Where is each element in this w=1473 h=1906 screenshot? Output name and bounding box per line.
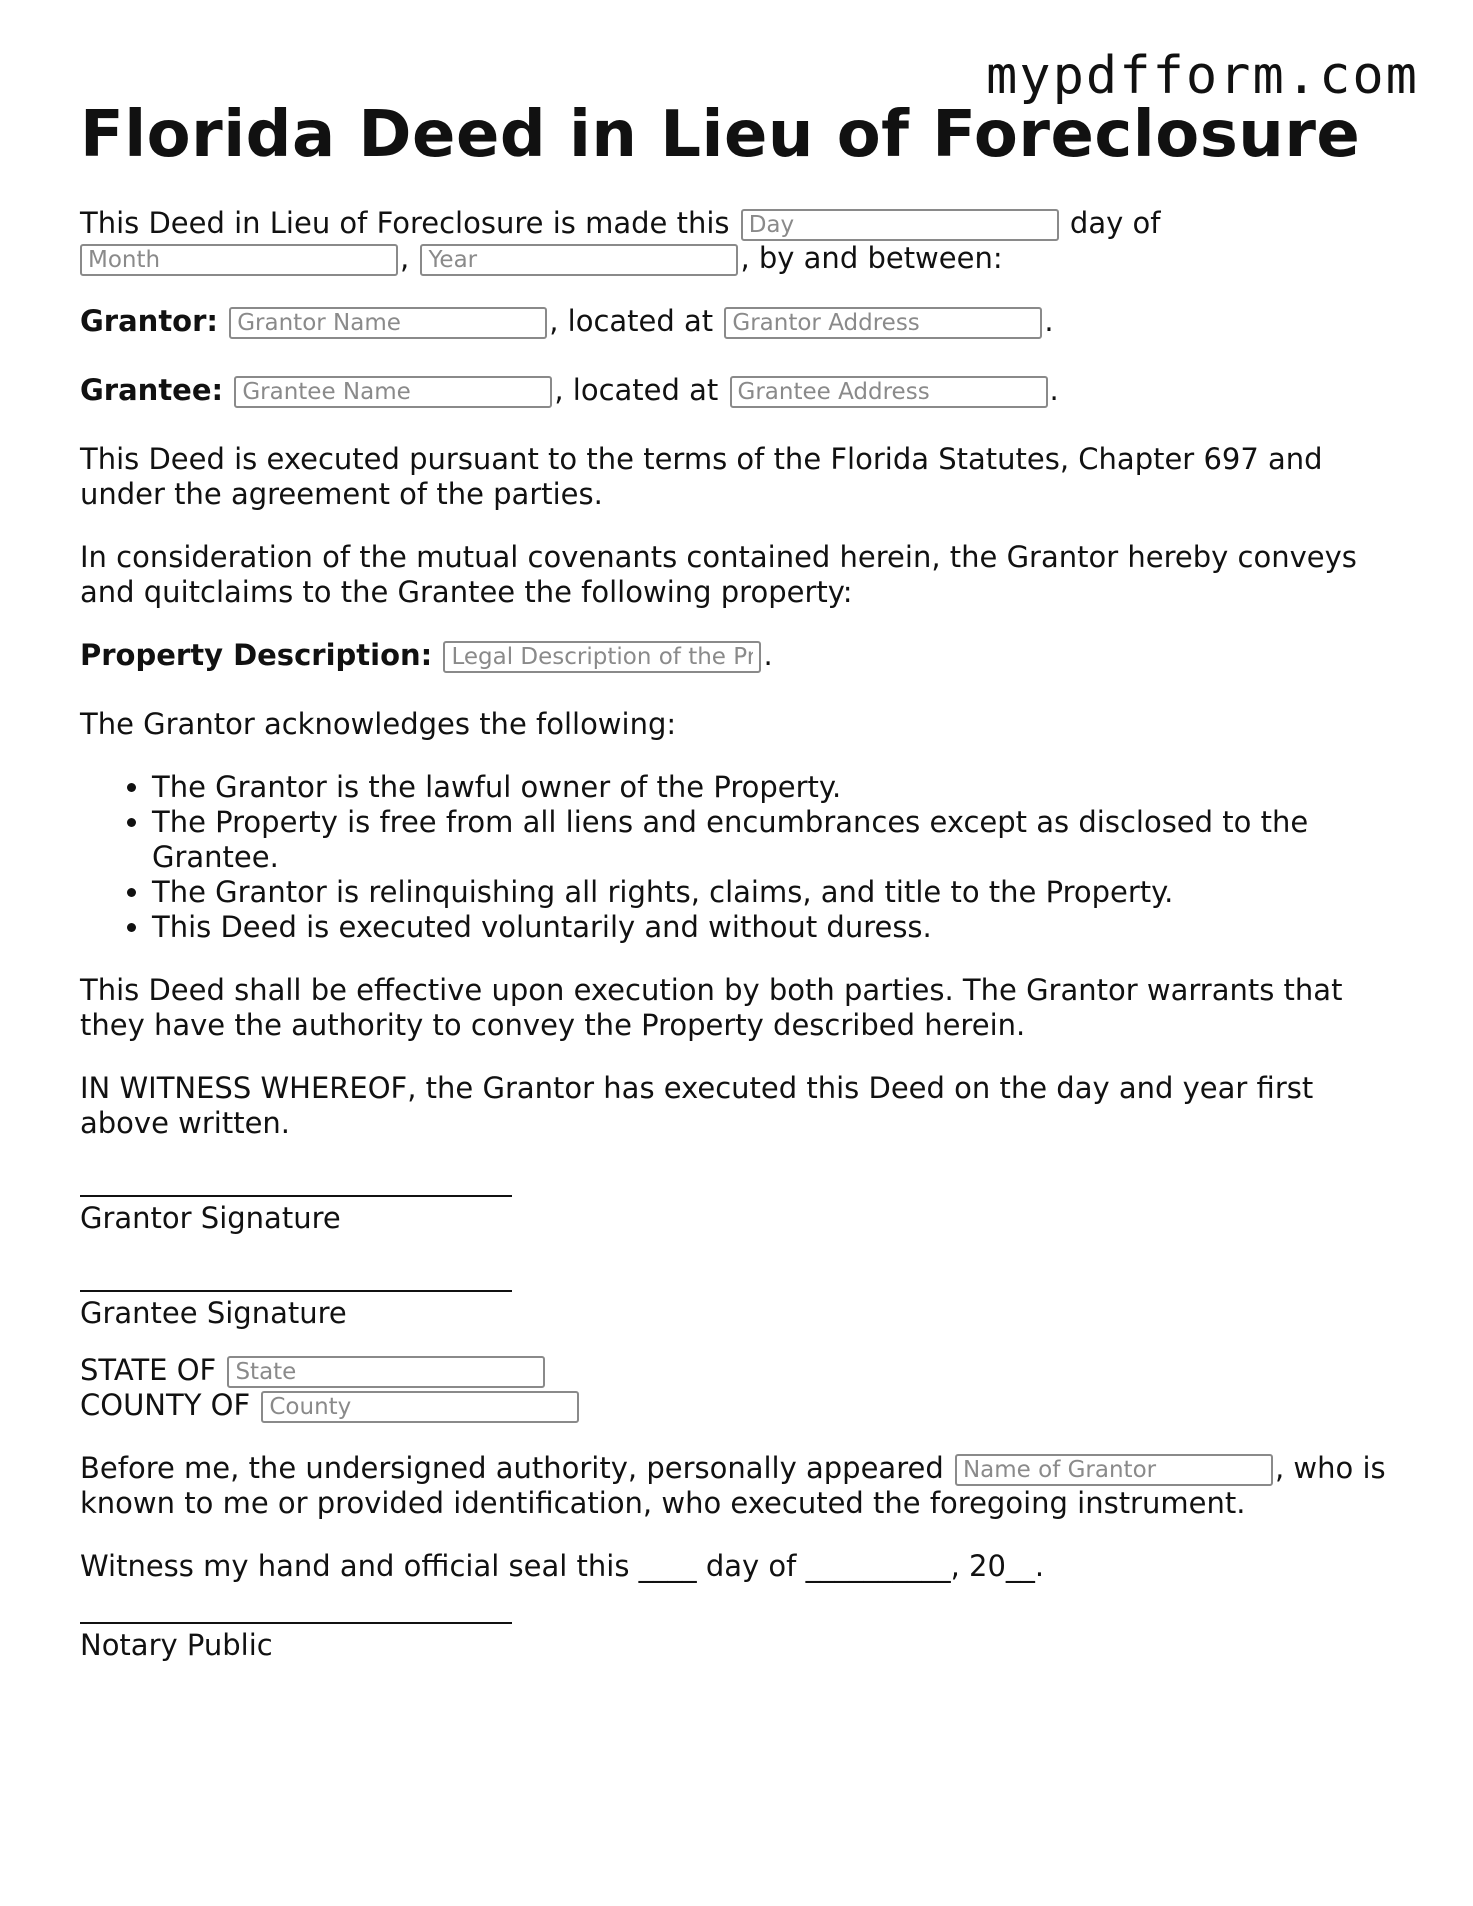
property-line — [80, 638, 1390, 673]
appearance-paragraph — [80, 1451, 1390, 1521]
grantee-located-text: , located at — [554, 373, 719, 407]
comma-text: , — [400, 241, 410, 275]
intro-paragraph — [80, 206, 1390, 276]
grantee-line — [80, 373, 1390, 408]
signature-line[interactable] — [80, 1612, 512, 1624]
document-body — [80, 206, 1390, 1663]
county-line — [80, 1388, 1390, 1423]
grantor-end: . — [1044, 304, 1054, 338]
grantor-signature-label: Grantor Signature — [80, 1201, 341, 1235]
signature-line[interactable] — [80, 1280, 512, 1292]
grantor-line — [80, 304, 1390, 339]
acknowledgement-intro: The Grantor acknowledges the following: — [80, 707, 677, 741]
intro-text-2: day of — [1069, 206, 1161, 240]
grantee-label: Grantee: — [80, 373, 224, 407]
notary-signature-label: Notary Public — [80, 1628, 273, 1662]
grantor-signature-block — [80, 1185, 1390, 1236]
grantee-signature-label: Grantee Signature — [80, 1296, 347, 1330]
acknowledgement-list — [80, 770, 1390, 945]
grantee-address-input[interactable] — [730, 376, 1048, 408]
year-input[interactable] — [420, 244, 738, 276]
notary-venue — [80, 1353, 1390, 1423]
document-title: Florida Deed in Lieu of Foreclosure — [80, 98, 1361, 172]
grantee-signature-block — [80, 1280, 1390, 1331]
day-input[interactable] — [741, 209, 1059, 241]
appearance-text-1: Before me, the undersigned authority, personally appeared — [80, 1451, 944, 1485]
grantee-end: . — [1049, 373, 1059, 407]
grantor-name-notary-input[interactable] — [955, 1454, 1273, 1486]
notary-signature-block — [80, 1612, 1390, 1663]
list-item: • This Deed is executed voluntarily and without duress. — [152, 910, 1390, 945]
effective-paragraph: This Deed shall be effective upon execution by both parties. The Grantor warrants that they have the authority to convey the Property described herein. — [80, 973, 1343, 1042]
grantor-name-input[interactable] — [229, 307, 547, 339]
list-item: • The Grantor is relinquishing all rights, claims, and title to the Property. — [152, 875, 1390, 910]
grantee-name-input[interactable] — [234, 376, 552, 408]
grantor-located-text: , located at — [549, 304, 714, 338]
witness-seal-paragraph: Witness my hand and official seal this ____ day of __________, 20__. — [80, 1549, 1045, 1583]
county-input[interactable] — [261, 1391, 579, 1423]
property-label: Property Description: — [80, 638, 433, 672]
appearance-text-2: , who is known to me or provided identification, who executed the foregoing instrument. — [80, 1451, 1386, 1520]
grantor-address-input[interactable] — [724, 307, 1042, 339]
property-end: . — [763, 638, 773, 672]
signature-line[interactable] — [80, 1185, 512, 1197]
list-item: • The Property is free from all liens and encumbrances except as disclosed to the Grantee. — [152, 805, 1390, 875]
month-input[interactable] — [80, 244, 398, 276]
state-label: STATE OF — [80, 1353, 217, 1387]
intro-text-3: , by and between: — [740, 241, 1003, 275]
property-description-input[interactable] — [443, 641, 761, 673]
intro-text-1: This Deed in Lieu of Foreclosure is made this — [80, 206, 730, 240]
state-input[interactable] — [227, 1356, 545, 1388]
consideration-paragraph: In consideration of the mutual covenants contained herein, the Grantor hereby conveys and quitclaims to the Grantee the following property: — [80, 540, 1357, 609]
grantor-label: Grantor: — [80, 304, 219, 338]
list-item: • The Grantor is the lawful owner of the Property. — [152, 770, 1390, 805]
statute-paragraph: This Deed is executed pursuant to the terms of the Florida Statutes, Chapter 697 and under the agreement of the parties. — [80, 442, 1323, 511]
county-label: COUNTY OF — [80, 1388, 251, 1422]
watermark: mypdfform.com — [986, 46, 1419, 106]
state-line — [80, 1353, 1390, 1388]
witness-whereof-paragraph: IN WITNESS WHEREOF, the Grantor has executed this Deed on the day and year first above written. — [80, 1071, 1314, 1140]
